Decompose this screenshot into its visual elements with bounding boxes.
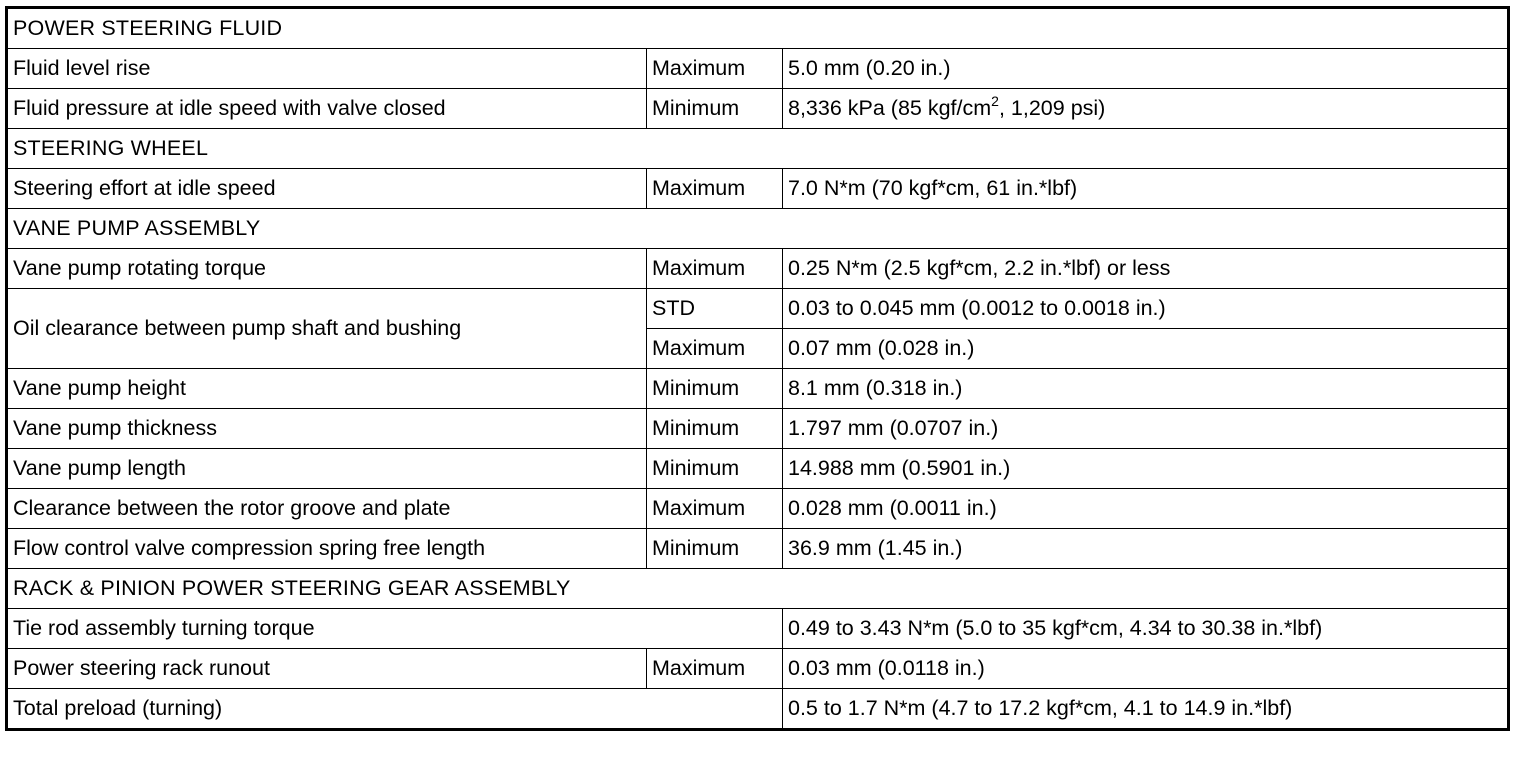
superscript-exponent: 2 (991, 92, 999, 109)
spec-value: 8.1 mm (0.318 in.) (783, 369, 1509, 409)
table-row (7, 689, 1509, 730)
spec-condition: Maximum (647, 329, 783, 369)
spec-value: 1.797 mm (0.0707 in.) (783, 409, 1509, 449)
table-row (7, 369, 1509, 409)
spec-value: 0.25 N*m (2.5 kgf*cm, 2.2 in.*lbf) or less (783, 249, 1509, 289)
spec-item: Tie rod assembly turning torque (7, 609, 783, 649)
spec-value-text: , 1,209 psi) (998, 95, 1106, 120)
spec-value: 0.03 to 0.045 mm (0.0012 to 0.0018 in.) (783, 289, 1509, 329)
table-row (7, 289, 1509, 329)
table-row (7, 89, 1509, 129)
spec-item: Power steering rack runout (7, 649, 647, 689)
spec-value: 36.9 mm (1.45 in.) (783, 529, 1509, 569)
spec-item: Fluid pressure at idle speed with valve closed (7, 89, 647, 129)
table-row (7, 609, 1509, 649)
spec-condition: Minimum (647, 369, 783, 409)
spec-value: 5.0 mm (0.20 in.) (783, 49, 1509, 89)
spec-item: Vane pump rotating torque (7, 249, 647, 289)
spec-item: Oil clearance between pump shaft and bushing (7, 289, 647, 369)
spec-value: 0.5 to 1.7 N*m (4.7 to 17.2 kgf*cm, 4.1 to 14.9 in.*lbf) (783, 689, 1509, 730)
section-header-row (7, 209, 1509, 249)
spec-item: Flow control valve compression spring free length (7, 529, 647, 569)
spec-condition: Maximum (647, 649, 783, 689)
spec-item: Clearance between the rotor groove and plate (7, 489, 647, 529)
spec-condition: Maximum (647, 489, 783, 529)
spec-condition: Minimum (647, 89, 783, 129)
table-row (7, 249, 1509, 289)
spec-value: 0.07 mm (0.028 in.) (783, 329, 1509, 369)
table-row (7, 449, 1509, 489)
table-row (7, 489, 1509, 529)
spec-value-text: 8,336 kPa (85 kgf/cm (788, 95, 992, 120)
section-header-row (7, 129, 1509, 169)
table-row (7, 49, 1509, 89)
spec-item: Steering effort at idle speed (7, 169, 647, 209)
spec-condition: Minimum (647, 409, 783, 449)
spec-value: 7.0 N*m (70 kgf*cm, 61 in.*lbf) (783, 169, 1509, 209)
spec-condition: Minimum (647, 529, 783, 569)
table-row (7, 529, 1509, 569)
table-row (7, 649, 1509, 689)
section-header-row (7, 8, 1509, 49)
spec-value: 14.988 mm (0.5901 in.) (783, 449, 1509, 489)
spec-item: Total preload (turning) (7, 689, 783, 730)
spec-item: Vane pump height (7, 369, 647, 409)
spec-value: 0.028 mm (0.0011 in.) (783, 489, 1509, 529)
spec-value (783, 89, 1509, 129)
spec-value: 0.49 to 3.43 N*m (5.0 to 35 kgf*cm, 4.34 to 30.38 in.*lbf) (783, 609, 1509, 649)
spec-condition: Maximum (647, 49, 783, 89)
table-row (7, 409, 1509, 449)
spec-item: Vane pump length (7, 449, 647, 489)
spec-condition: Maximum (647, 169, 783, 209)
section-title: POWER STEERING FLUID (7, 8, 1509, 49)
specification-table (5, 6, 1510, 731)
spec-condition: Minimum (647, 449, 783, 489)
spec-condition: STD (647, 289, 783, 329)
spec-value: 0.03 mm (0.0118 in.) (783, 649, 1509, 689)
section-title: STEERING WHEEL (7, 129, 1509, 169)
table-row (7, 169, 1509, 209)
section-title: RACK & PINION POWER STEERING GEAR ASSEMBLY (7, 569, 1509, 609)
spec-item: Fluid level rise (7, 49, 647, 89)
spec-item: Vane pump thickness (7, 409, 647, 449)
section-header-row (7, 569, 1509, 609)
section-title: VANE PUMP ASSEMBLY (7, 209, 1509, 249)
spec-condition: Maximum (647, 249, 783, 289)
